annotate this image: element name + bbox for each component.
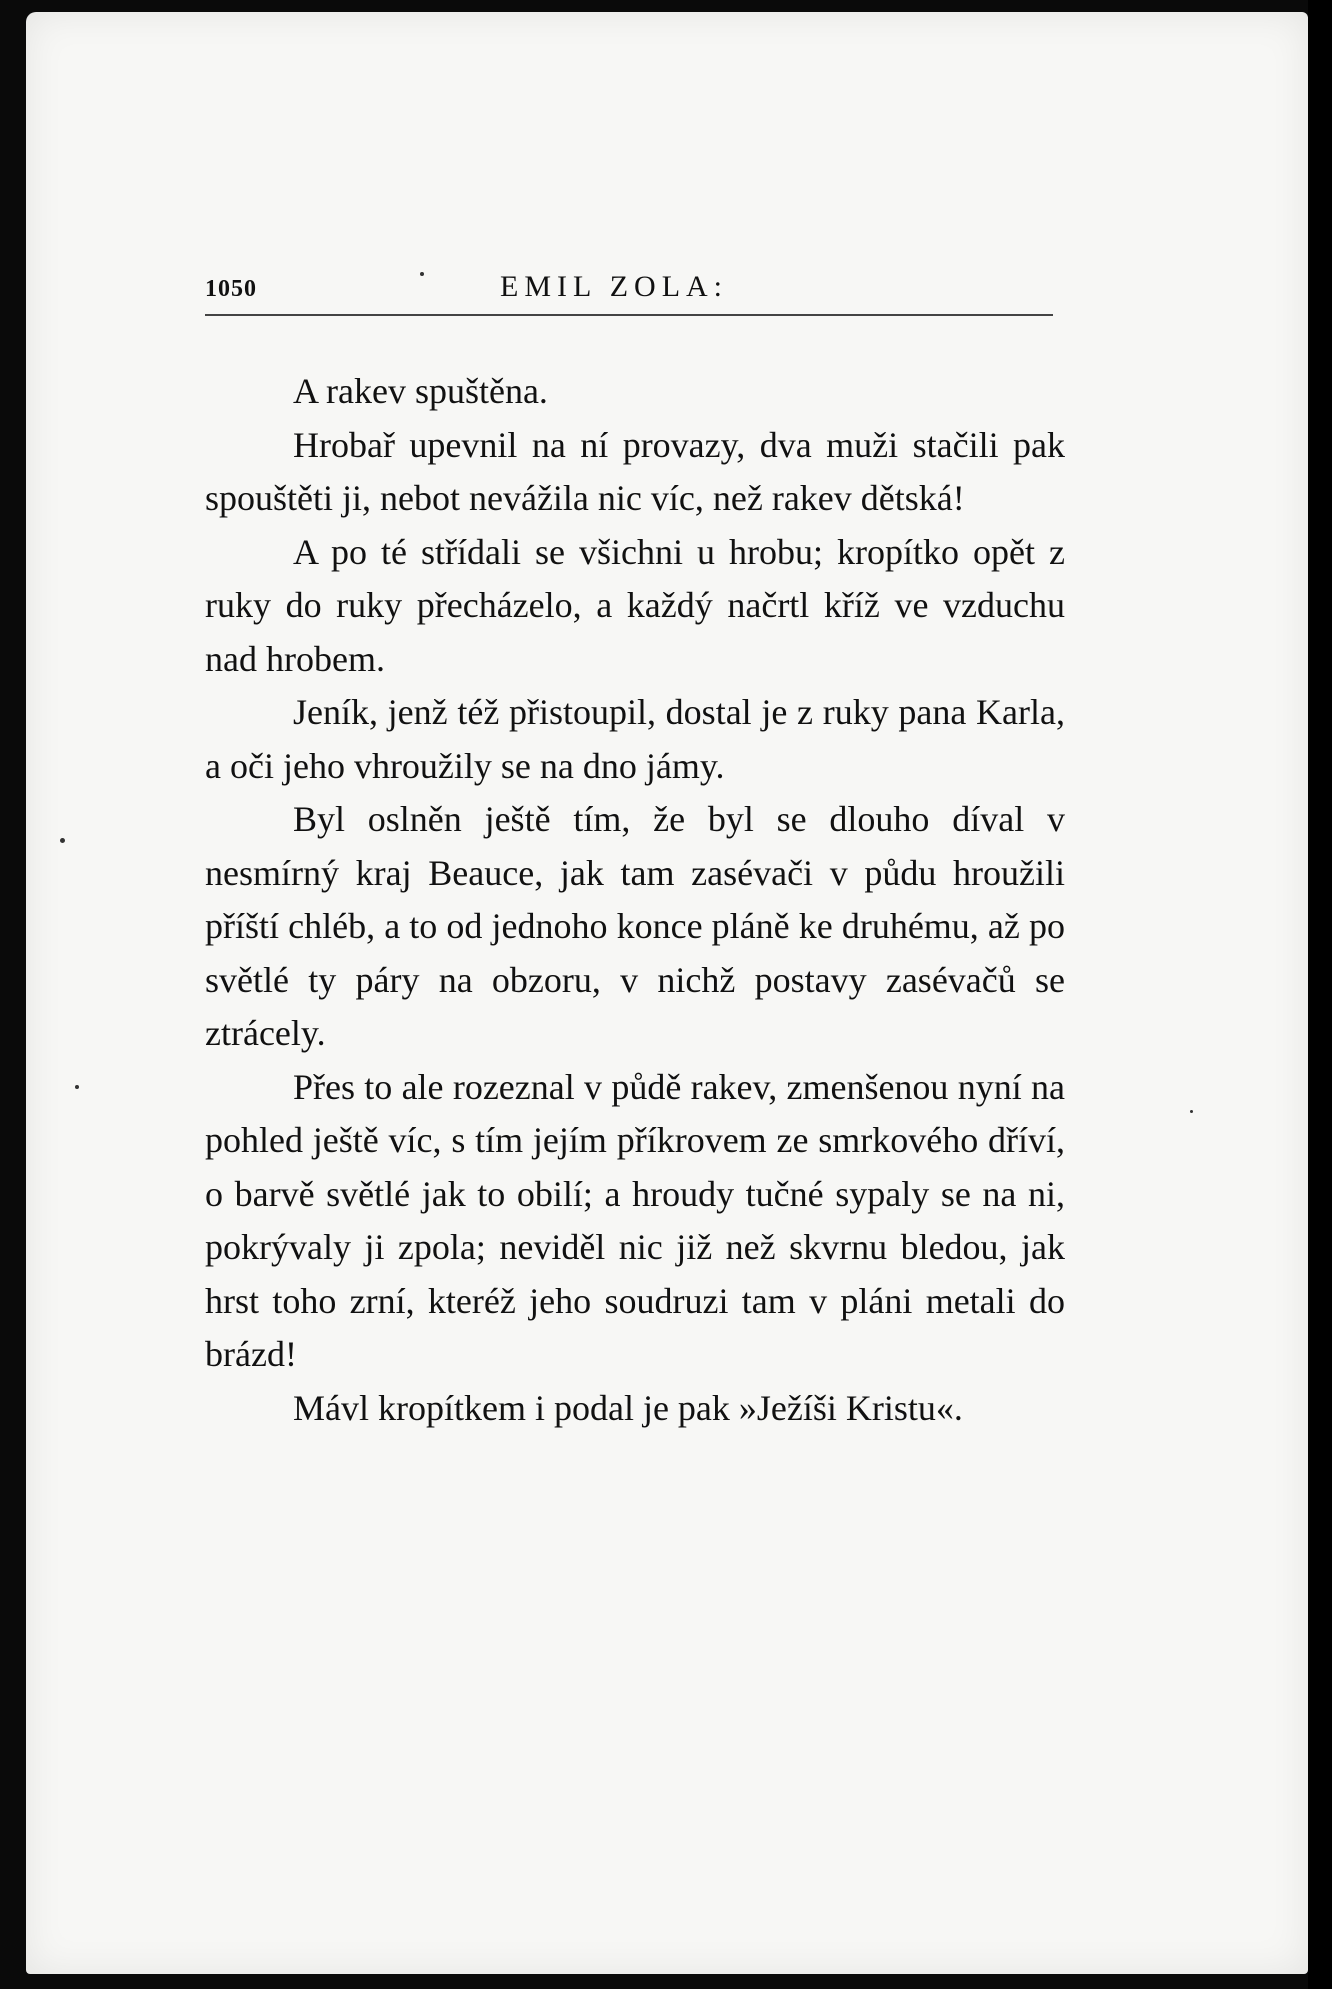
paragraph: Jeník, jenž též přistoupil, dostal je z ruky pana Karla, a oči jeho vhroužily se na dno jámy. <box>205 692 1065 786</box>
body-text <box>205 365 1065 1435</box>
running-head: EMIL ZOLA: <box>500 270 729 303</box>
paragraph: Byl oslněn ještě tím, že byl se dlouho díval v nesmírný kraj Beauce, jak tam zasévači v půdu hroužili příští chléb, a to od jednoho konce pláně ke druhému, až po světlé ty páry na obzoru, v nichž postavy zasévačů se ztrácely. <box>205 799 1065 1053</box>
speck <box>420 272 424 276</box>
paragraph: Přes to ale rozeznal v půdě rakev, zmenšenou nyní na pohled ještě víc, s tím jejím příkrovem ze smrkového dříví, o barvě světlé jak to obilí; a hroudy tučné sypaly se na ni, pokrývaly ji zpola; neviděl nic již než skvrnu bledou, jak hrst toho zrní, kteréž jeho soudruzi tam v pláni metali do brázd! <box>205 1066 1065 1374</box>
speck <box>75 1085 79 1089</box>
page-number: 1050 <box>205 276 257 302</box>
paragraph: Mávl kropítkem i podal je pak »Ježíši Kristu«. <box>293 1387 963 1428</box>
scan-edge <box>1308 0 1332 1989</box>
header-rule <box>205 314 1053 316</box>
speck <box>60 838 65 843</box>
speck <box>1190 1110 1193 1113</box>
page-header <box>205 270 1053 310</box>
paragraph: Hrobař upevnil na ní provazy, dva muži stačili pak spouštěti ji, nebot nevážila nic víc, než rakev dětská! <box>205 424 1065 518</box>
paragraph: A po té střídali se všichni u hrobu; kropítko opět z ruky do ruky přecházelo, a každý načrtl kříž ve vzduchu nad hrobem. <box>205 531 1065 679</box>
paragraph: A rakev spuštěna. <box>293 371 548 411</box>
